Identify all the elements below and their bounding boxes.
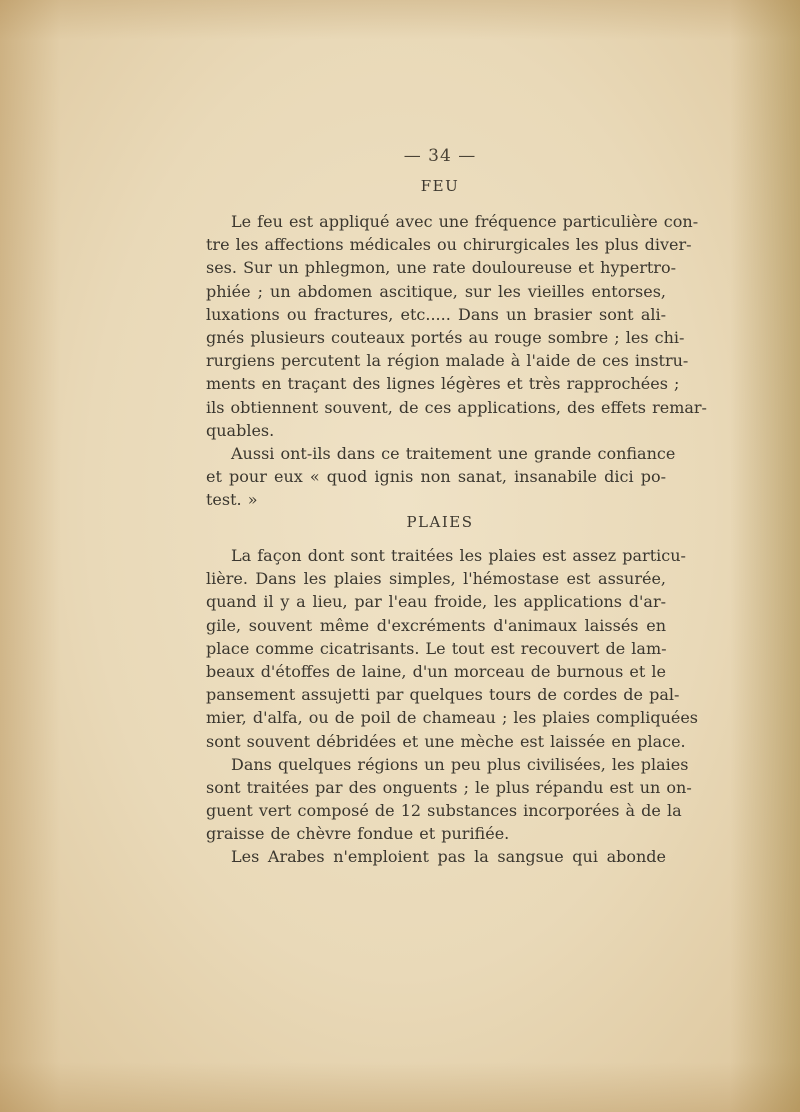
- text-line: test. »: [206, 490, 258, 510]
- text-line: ments en traçant des lignes légères et très rapprochées ;: [206, 374, 680, 394]
- text-line: Aussi ont-ils dans ce traitement une grande confiance: [231, 443, 676, 463]
- text-line: Le feu est appliqué avec une fréquence particulière con-: [231, 212, 699, 231]
- text-line: pansement assujetti par quelques tours de cordes de pal-: [206, 685, 680, 705]
- section-body-plaies: [206, 544, 699, 869]
- page-edge-shadow-right: [730, 0, 800, 1112]
- section-heading-plaies: PLAIES: [406, 513, 474, 531]
- page-number: — 34 —: [403, 146, 477, 166]
- page-edge-shadow-left: [0, 0, 60, 1112]
- text-line: La façon dont sont traitées les plaies est assez particu-: [231, 546, 686, 565]
- text-line: lière. Dans les plaies simples, l'hémostase est assurée,: [206, 569, 666, 589]
- text-line: place comme cicatrisants. Le tout est recouvert de lam-: [206, 638, 667, 658]
- text-line: Les Arabes n'emploient pas la sangsue qui abonde: [231, 847, 666, 867]
- page-edge-shadow-bottom: [0, 1062, 800, 1112]
- text-line: Dans quelques régions un peu plus civilisées, les plaies: [231, 754, 689, 774]
- section-body-feu: [206, 210, 707, 511]
- text-line: ils obtiennent souvent, de ces applications, des effets remar-: [206, 397, 707, 417]
- text-line: beaux d'étoffes de laine, d'un morceau de burnous et le: [206, 661, 666, 681]
- text-line: mier, d'alfa, ou de poil de chameau ; les plaies compliquées: [206, 708, 699, 728]
- text-line: sont traitées par des onguents ; le plus répandu est un on-: [206, 777, 692, 797]
- text-line: sont souvent débridées et une mèche est laissée en place.: [206, 731, 686, 751]
- text-line: guent vert composé de 12 substances incorporées à de la: [206, 801, 682, 821]
- text-line: et pour eux « quod ignis non sanat, insanabile dici po-: [206, 467, 666, 487]
- text-line: gnés plusieurs couteaux portés au rouge sombre ; les chi-: [206, 327, 685, 347]
- section-heading-feu: FEU: [420, 177, 460, 195]
- text-line: gile, souvent même d'excréments d'animaux laissés en: [206, 615, 666, 635]
- page-edge-shadow-top: [0, 0, 800, 40]
- text-line: quand il y a lieu, par l'eau froide, les applications d'ar-: [206, 592, 666, 612]
- text-line: ses. Sur un phlegmon, une rate douloureuse et hypertro-: [206, 258, 676, 278]
- text-line: phiée ; un abdomen ascitique, sur les vieilles entorses,: [206, 281, 666, 301]
- text-line: tre les affections médicales ou chirurgicales les plus diver-: [206, 235, 692, 255]
- text-line: luxations ou fractures, etc..... Dans un brasier sont ali-: [206, 304, 666, 324]
- text-line: quables.: [206, 420, 275, 440]
- text-line: rurgiens percutent la région malade à l'aide de ces instru-: [206, 351, 689, 371]
- text-line: graisse de chèvre fondue et purifiée.: [206, 824, 510, 844]
